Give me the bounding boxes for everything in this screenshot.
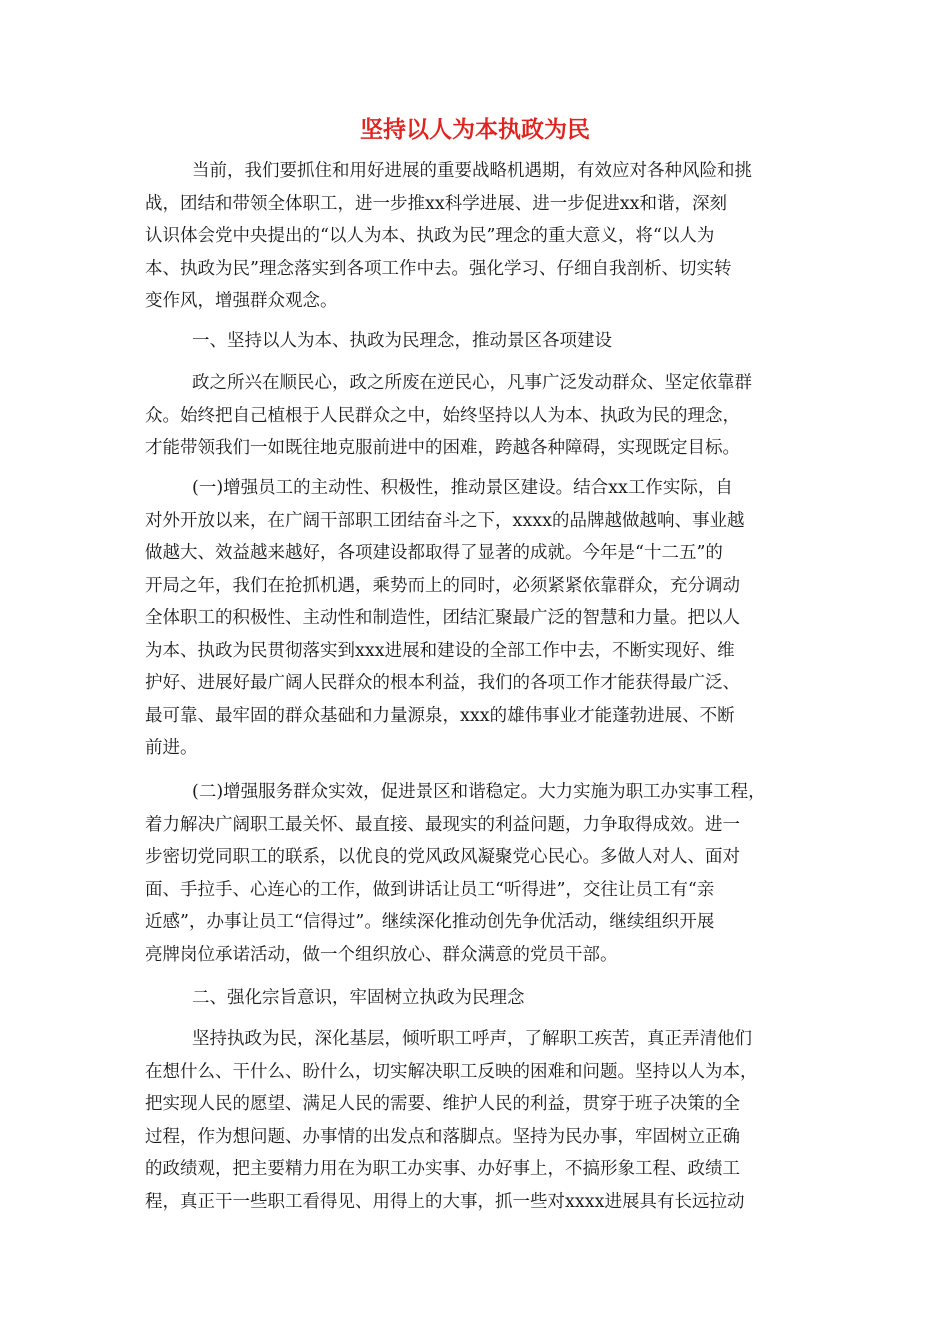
paragraph-line: 才能带领我们一如既往地克服前进中的困难，跨越各种障碍，实现既定目标。 <box>145 438 740 458</box>
paragraph-line: 战，团结和带领全体职工，进一步推xx科学进展、进一步促进xx和谐，深刻 <box>145 193 727 214</box>
paragraph-line: 过程，作为想问题、办事情的出发点和落脚点。坚持为民办事，牢固树立正确 <box>145 1126 740 1147</box>
paragraph-3 <box>145 472 800 765</box>
paragraph-line: 最可靠、最牢固的群众基础和力量源泉，xxx的雄伟事业才能蓬勃进展、不断 <box>145 705 735 726</box>
paragraph-line: 众。始终把自己植根于人民群众之中，始终坚持以人为本、执政为民的理念， <box>145 405 740 426</box>
paragraph-line: 对外开放以来，在广阔干部职工团结奋斗之下，xxxx的品牌越做越响、事业越 <box>145 510 745 531</box>
paragraph-line: (一)增强员工的主动性、积极性，推动景区建设。结合xx工作实际，自 <box>192 478 733 498</box>
paragraph-line: 坚持执政为民，深化基层，倾听职工呼声，了解职工疾苦，真正弄清他们 <box>192 1029 752 1049</box>
paragraph-line: 面、手拉手、心连心的工作，做到讲话让员工“听得进”，交往让员工有“亲 <box>145 879 715 900</box>
section-heading-2 <box>145 982 800 1015</box>
section-heading-1 <box>145 325 800 358</box>
paragraph-line: 做越大、效益越来越好，各项建设都取得了显著的成就。今年是“十二五”的 <box>145 543 723 563</box>
paragraph-line: 亮牌岗位承诺活动，做一个组织放心、群众满意的党员干部。 <box>145 944 618 965</box>
paragraph-line: 在想什么、干什么、盼什么，切实解决职工反映的困难和问题。坚持以人为本， <box>145 1061 758 1082</box>
paragraph-line: 着力解决广阔职工最关怀、最直接、最现实的利益问题，力争取得成效。进一 <box>145 814 740 835</box>
paragraph-line: 步密切党同职工的联系，以优良的党风政风凝聚党心民心。多做人对人、面对 <box>145 847 740 867</box>
paragraph-line: 开局之年，我们在抢抓机遇，乘势而上的同时，必须紧紧依靠群众，充分调动 <box>145 575 740 596</box>
paragraph-intro <box>145 155 800 318</box>
document-title: 坚持以人为本执政为民 <box>360 117 590 143</box>
paragraph-line: (二)增强服务群众实效，促进景区和谐稳定。大力实施为职工办实事工程， <box>192 782 766 802</box>
paragraph-line: 全体职工的积极性、主动性和制造性，团结汇聚最广泛的智慧和力量。把以人 <box>145 608 740 628</box>
paragraph-line: 认识体会党中央提出的“以人为本、执政为民”理念的重大意义，将“以人为 <box>145 226 715 246</box>
heading-line: 一、坚持以人为本、执政为民理念，推动景区各项建设 <box>192 331 612 351</box>
paragraph-line: 为本、执政为民贯彻落实到xxx进展和建设的全部工作中去，不断实现好、维 <box>145 640 735 661</box>
paragraph-line: 当前，我们要抓住和用好进展的重要战略机遇期，有效应对各种风险和挑 <box>192 161 752 181</box>
paragraph-4 <box>145 776 800 971</box>
paragraph-line: 变作风，增强群众观念。 <box>145 291 338 311</box>
heading-line: 二、强化宗旨意识，牢固树立执政为民理念 <box>192 988 525 1008</box>
paragraph-line: 前进。 <box>145 738 198 758</box>
paragraph-line: 本、执政为民”理念落实到各项工作中去。强化学习、仔细自我剖析、切实转 <box>145 258 732 279</box>
paragraph-line: 程，真正干一些职工看得见、用得上的大事，抓一些对xxxx进展具有长远拉动 <box>145 1191 745 1212</box>
paragraph-line: 护好、进展好最广阔人民群众的根本利益，我们的各项工作才能获得最广泛、 <box>145 673 740 693</box>
paragraph-2 <box>145 367 800 465</box>
paragraph-5 <box>145 1023 800 1218</box>
paragraph-line: 政之所兴在顺民心，政之所废在逆民心，凡事广泛发动群众、坚定依靠群 <box>192 373 752 393</box>
paragraph-line: 近感”，办事让员工“信得过”。继续深化推动创先争优活动，继续组织开展 <box>145 912 715 932</box>
paragraph-line: 把实现人民的愿望、满足人民的需要、维护人民的利益，贯穿于班子决策的全 <box>145 1094 740 1114</box>
paragraph-line: 的政绩观，把主要精力用在为职工办实事、办好事上，不搞形象工程、政绩工 <box>145 1159 740 1179</box>
